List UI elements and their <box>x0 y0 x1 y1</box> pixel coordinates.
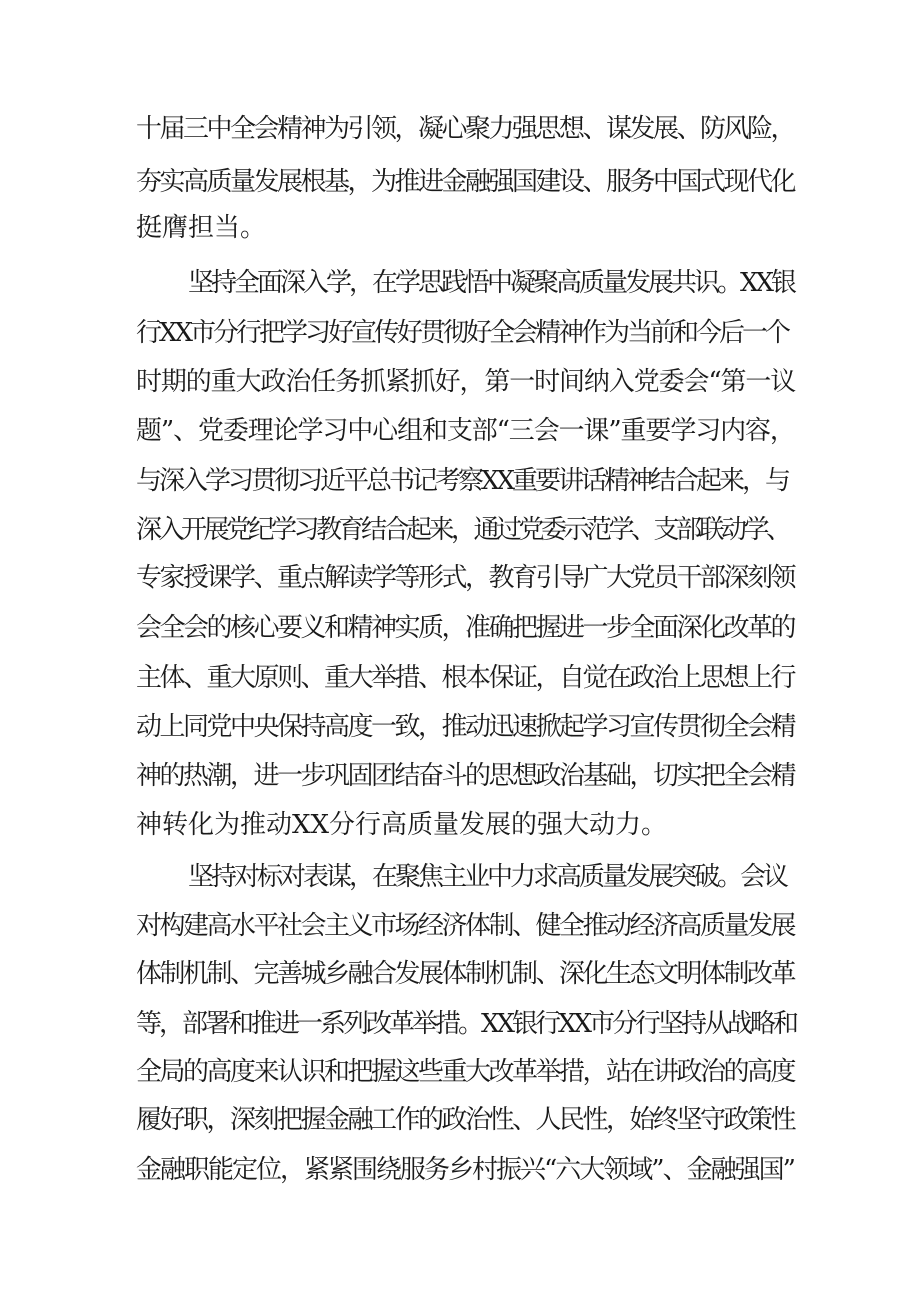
text-line-15: 神转化为推动XX分行高质量发展的强大动力。 <box>136 810 668 840</box>
text-line-9: 深入开展党纪学习教育结合起来，通过党委示范学、支部联动学、 <box>136 515 789 545</box>
text-line-17: 对构建高水平社会主义市场经济体制、健全推动经济高质量发展 <box>136 911 795 941</box>
text-line-21: 履好职，深刻把握金融工作的政治性、人民性，始终坚守政策性 <box>136 1105 795 1135</box>
text-line-20: 全局的高度来认识和把握这些重大改革举措，站在讲政治的高度 <box>136 1057 795 1087</box>
text-line-6: 时期的重大政治任务抓紧抓好，第一时间纳入党委会“第一议 <box>136 367 796 397</box>
text-line-12: 主体、重大原则、重大举措、根本保证，自觉在政治上思想上行 <box>136 663 795 693</box>
text-line-11: 会全会的核心要义和精神实质，准确把握进一步全面深化改革的 <box>136 613 795 643</box>
text-line-10: 专家授课学、重点解读学等形式，教育引导广大党员干部深刻领 <box>136 563 795 593</box>
text-line-22: 金融职能定位，紧紧围绕服务乡村振兴“六大领域”、金融强国” <box>136 1155 794 1185</box>
text-line-13: 动上同党中央保持高度一致，推动迅速掀起学习宣传贯彻全会精 <box>136 712 795 742</box>
text-line-19: 等，部署和推进一系列改革举措。XX银行XX市分行坚持从战略和 <box>136 1009 797 1039</box>
text-line-14: 神的热潮，进一步巩固团结奋斗的思想政治基础，切实把全会精 <box>136 761 795 791</box>
text-line-5: 行XX市分行把学习好宣传好贯彻好全会精神作为当前和今后一个 <box>136 318 789 348</box>
text-line-1: 十届三中全会精神为引领，凝心聚力强思想、谋发展、防风险， <box>136 114 795 144</box>
text-line-7: 题”、党委理论学习中心组和支部“三会一课”重要学习内容， <box>136 416 795 446</box>
text-line-2: 夯实高质量发展根基，为推进金融强国建设、服务中国式现代化 <box>136 167 795 197</box>
paragraph-2-first-line: 坚持全面深入学，在学思践悟中凝聚高质量发展共识。XX银 <box>188 268 795 298</box>
text-line-8: 与深入学习贯彻习近平总书记考察XX重要讲话精神结合起来，与 <box>136 466 789 496</box>
text-line-18: 体制机制、完善城乡融合发展体制机制、深化生态文明体制改革 <box>136 959 795 989</box>
text-line-3: 挺膺担当。 <box>136 213 267 243</box>
paragraph-3-first-line: 坚持对标对表谋，在聚焦主业中力求高质量发展突破。会议 <box>188 862 787 892</box>
